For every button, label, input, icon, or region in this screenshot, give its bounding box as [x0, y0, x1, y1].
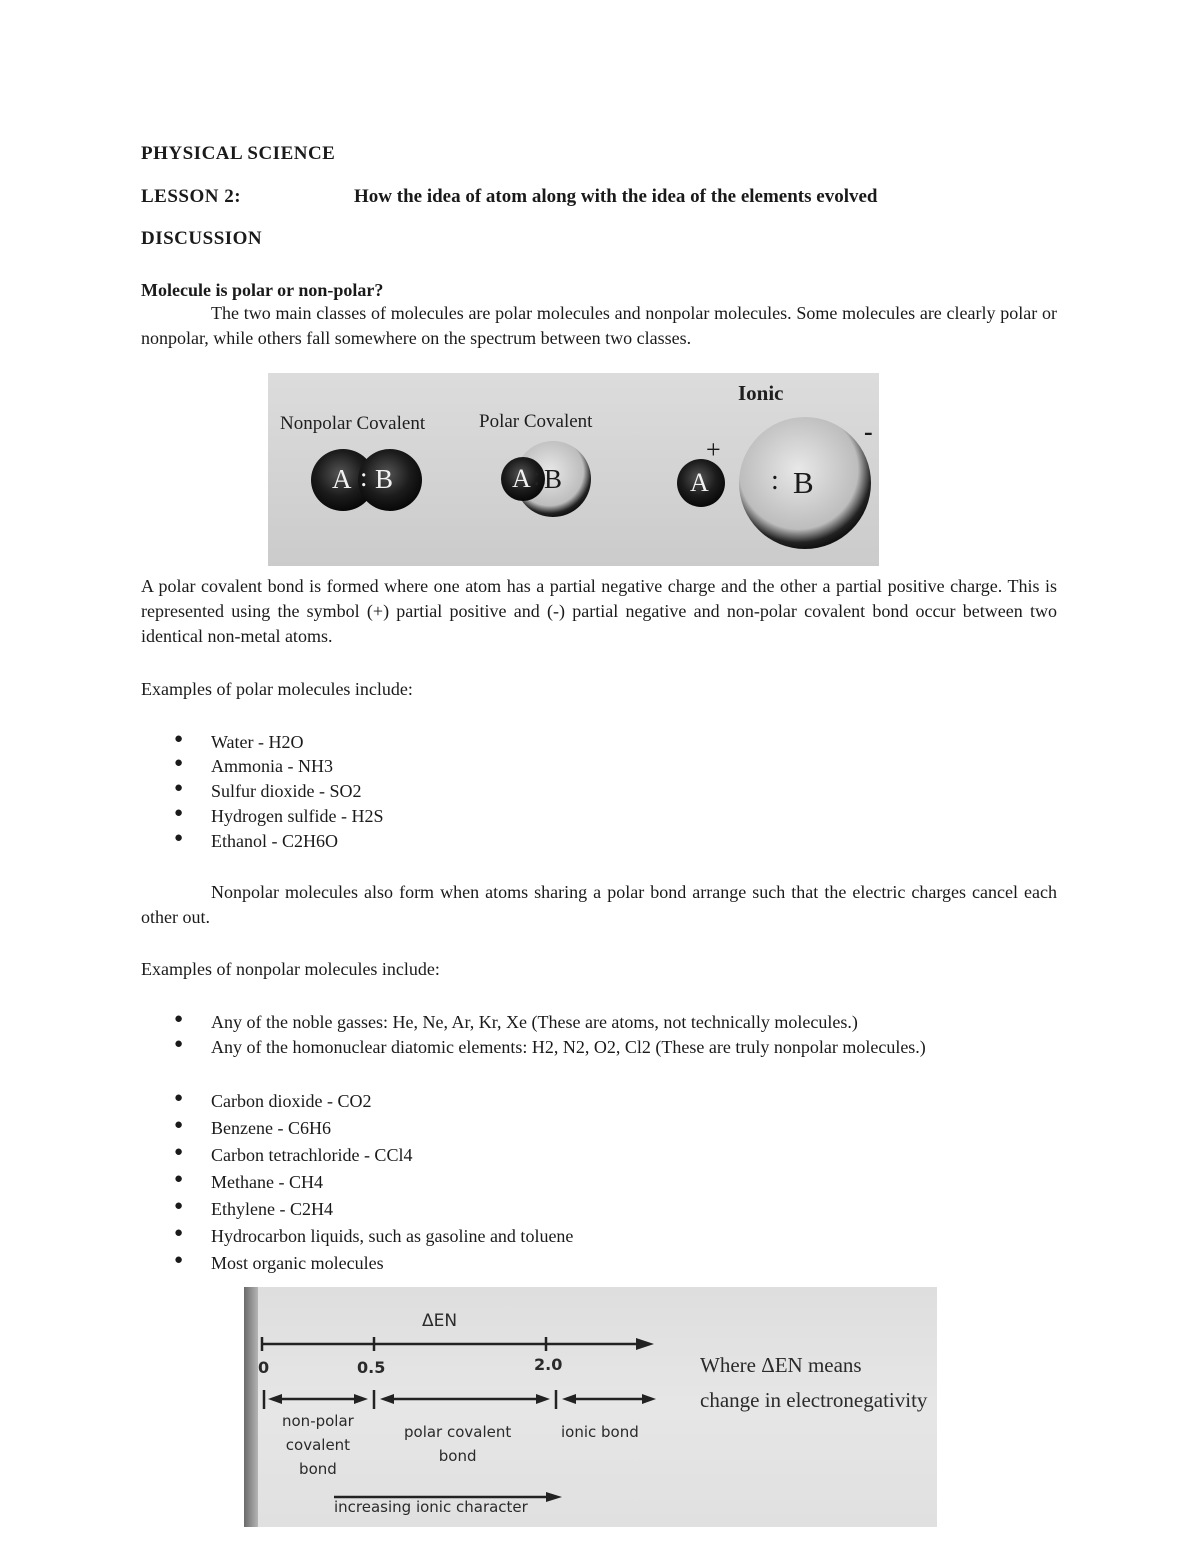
- list-item: Hydrogen sulfide - H2S: [211, 806, 384, 826]
- bullet-icon: ●: [174, 1117, 184, 1133]
- nonpolar-range-label: [282, 1409, 354, 1481]
- nonpolar-covalent-label: Nonpolar Covalent: [280, 413, 426, 434]
- en-note-line-1: Where ΔEN means: [700, 1353, 862, 1377]
- tick-label-0-5: 0.5: [357, 1358, 386, 1377]
- delta-en-axis-label: ΔEN: [422, 1311, 458, 1331]
- polar-range-line: bond: [438, 1447, 477, 1465]
- bullet-icon: ●: [174, 1036, 184, 1052]
- bullet-icon: ●: [174, 1225, 184, 1241]
- polar-letter-b: B: [544, 464, 563, 494]
- ionic-letter-b: B: [793, 465, 814, 500]
- list-item: Ethanol - C2H6O: [211, 831, 338, 851]
- nonpolar-range-line: bond: [299, 1460, 337, 1478]
- section-heading: DISCUSSION: [141, 228, 263, 249]
- bullet-icon: ●: [174, 780, 184, 796]
- lesson-title: How the idea of atom along with the idea of the elements evolved: [354, 186, 878, 207]
- list-item: Ethylene - C2H4: [211, 1199, 333, 1219]
- intro-paragraph: The two main classes of molecules are polar molecules and nonpolar molecules. Some molecules are clearly polar or nonpolar, while others fall somewhere on the spectrum between two classes.: [141, 303, 1057, 348]
- tick-label-0: 0: [258, 1358, 270, 1377]
- list-item: Hydrocarbon liquids, such as gasoline and toluene: [211, 1226, 574, 1246]
- electronegativity-figure: [244, 1287, 937, 1527]
- list-item: Any of the homonuclear diatomic elements: H2, N2, O2, Cl2 (These are truly nonpolar molecules.): [211, 1037, 926, 1057]
- ionic-plus-sign: +: [706, 435, 721, 464]
- ionic-range-label: ionic bond: [561, 1423, 639, 1441]
- polar-bond-paragraph: A polar covalent bond is formed where one atom has a partial negative charge and the other a partial positive charge. This is represented using the symbol (+) partial positive and (-) partial negative and non-polar covalent bond occur between two identical non-metal atoms.: [141, 576, 1057, 646]
- bullet-icon: ●: [174, 805, 184, 821]
- nonpolar-colon: :: [360, 462, 368, 492]
- nonpolar-letter-a: A: [332, 464, 352, 494]
- ionic-minus-sign: -: [864, 417, 873, 446]
- bullet-icon: ●: [174, 1011, 184, 1027]
- list-item: Carbon dioxide - CO2: [211, 1091, 372, 1111]
- ionic-colon: :: [771, 465, 779, 496]
- list-item: Ammonia - NH3: [211, 756, 333, 776]
- nonpolar-letter-b: B: [375, 464, 394, 494]
- bullet-icon: ●: [174, 755, 184, 771]
- list-item: Benzene - C6H6: [211, 1118, 331, 1138]
- bullet-icon: ●: [174, 1171, 184, 1187]
- polar-range-line: polar covalent: [404, 1423, 512, 1441]
- list-item: Most organic molecules: [211, 1253, 384, 1273]
- lesson-label: LESSON 2:: [141, 186, 242, 207]
- bullet-icon: ●: [174, 1144, 184, 1160]
- bullet-icon: ●: [174, 731, 184, 747]
- tick-label-2-0: 2.0: [534, 1355, 563, 1374]
- ionic-label: Ionic: [738, 381, 784, 405]
- polar-letter-a: A: [512, 464, 531, 493]
- polar-covalent-label: Polar Covalent: [479, 411, 593, 432]
- bullet-icon: ●: [174, 1198, 184, 1214]
- subject-title: PHYSICAL SCIENCE: [141, 143, 336, 164]
- increasing-ionic-label: increasing ionic character: [334, 1498, 528, 1516]
- bullet-icon: ●: [174, 1252, 184, 1268]
- question-heading: Molecule is polar or non-polar?: [141, 280, 384, 300]
- polar-examples-intro: Examples of polar molecules include:: [141, 679, 413, 699]
- ionic-letter-a: A: [690, 468, 709, 497]
- bullet-icon: ●: [174, 830, 184, 846]
- list-item: Water - H2O: [211, 732, 304, 752]
- polar-colon: :: [533, 462, 541, 491]
- list-item: Carbon tetrachloride - CCl4: [211, 1145, 413, 1165]
- bond-types-figure: [268, 373, 879, 566]
- nonpolar-paragraph: Nonpolar molecules also form when atoms sharing a polar bond arrange such that the electric charges cancel each other out.: [141, 882, 1057, 927]
- nonpolar-examples-intro: Examples of nonpolar molecules include:: [141, 959, 440, 979]
- bullet-icon: ●: [174, 1090, 184, 1106]
- nonpolar-range-line: non-polar: [282, 1412, 354, 1430]
- list-item: Methane - CH4: [211, 1172, 323, 1192]
- list-item: Any of the noble gasses: He, Ne, Ar, Kr, Xe (These are atoms, not technically molecules.): [211, 1012, 858, 1032]
- polar-range-label: [404, 1420, 511, 1468]
- list-item: Sulfur dioxide - SO2: [211, 781, 362, 801]
- en-note-line-2: change in electronegativity: [700, 1388, 928, 1412]
- nonpolar-range-line: covalent: [285, 1436, 351, 1454]
